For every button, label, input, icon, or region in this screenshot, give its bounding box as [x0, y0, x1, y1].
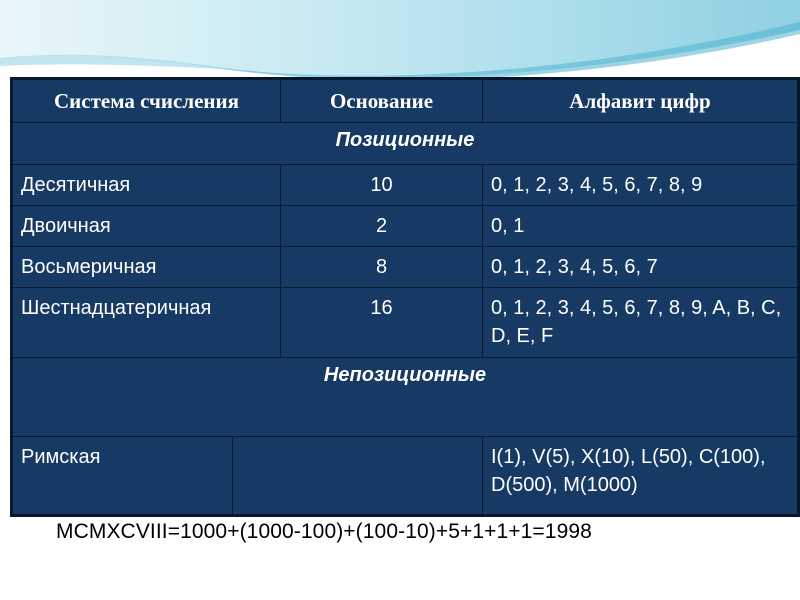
header-system: Система счисления [13, 80, 281, 123]
row-roman-base [233, 437, 483, 515]
row-roman-name: Римская [13, 437, 233, 515]
row-binary-alphabet: 0, 1 [483, 206, 798, 247]
row-binary-base: 2 [281, 206, 483, 247]
section-positional: Позиционные [13, 123, 798, 165]
row-octal-alphabet: 0, 1, 2, 3, 4, 5, 6, 7 [483, 247, 798, 288]
row-decimal-name: Десятичная [13, 165, 281, 206]
header-base: Основание [281, 80, 483, 123]
number-systems-table [12, 79, 798, 515]
row-hex-base: 16 [281, 288, 483, 358]
section-nonpositional: Непозиционные [13, 358, 798, 437]
wave-decoration [0, 0, 800, 90]
row-hex-name: Шестнадцатеричная [13, 288, 281, 358]
header-alphabet: Алфавит цифр [483, 80, 798, 123]
row-decimal-alphabet: 0, 1, 2, 3, 4, 5, 6, 7, 8, 9 [483, 165, 798, 206]
row-octal-name: Восьмеричная [13, 247, 281, 288]
row-roman-alphabet: I(1), V(5), X(10), L(50), C(100), D(500), M(1000) [483, 437, 798, 515]
roman-conversion-formula: MCMXCVIII=1000+(1000-100)+(100-10)+5+1+1+1=1998 [56, 520, 592, 543]
row-octal-base: 8 [281, 247, 483, 288]
row-hex-alphabet: 0, 1, 2, 3, 4, 5, 6, 7, 8, 9, A, B, C, D, E, F [483, 288, 798, 358]
row-decimal-base: 10 [281, 165, 483, 206]
row-binary-name: Двоичная [13, 206, 281, 247]
